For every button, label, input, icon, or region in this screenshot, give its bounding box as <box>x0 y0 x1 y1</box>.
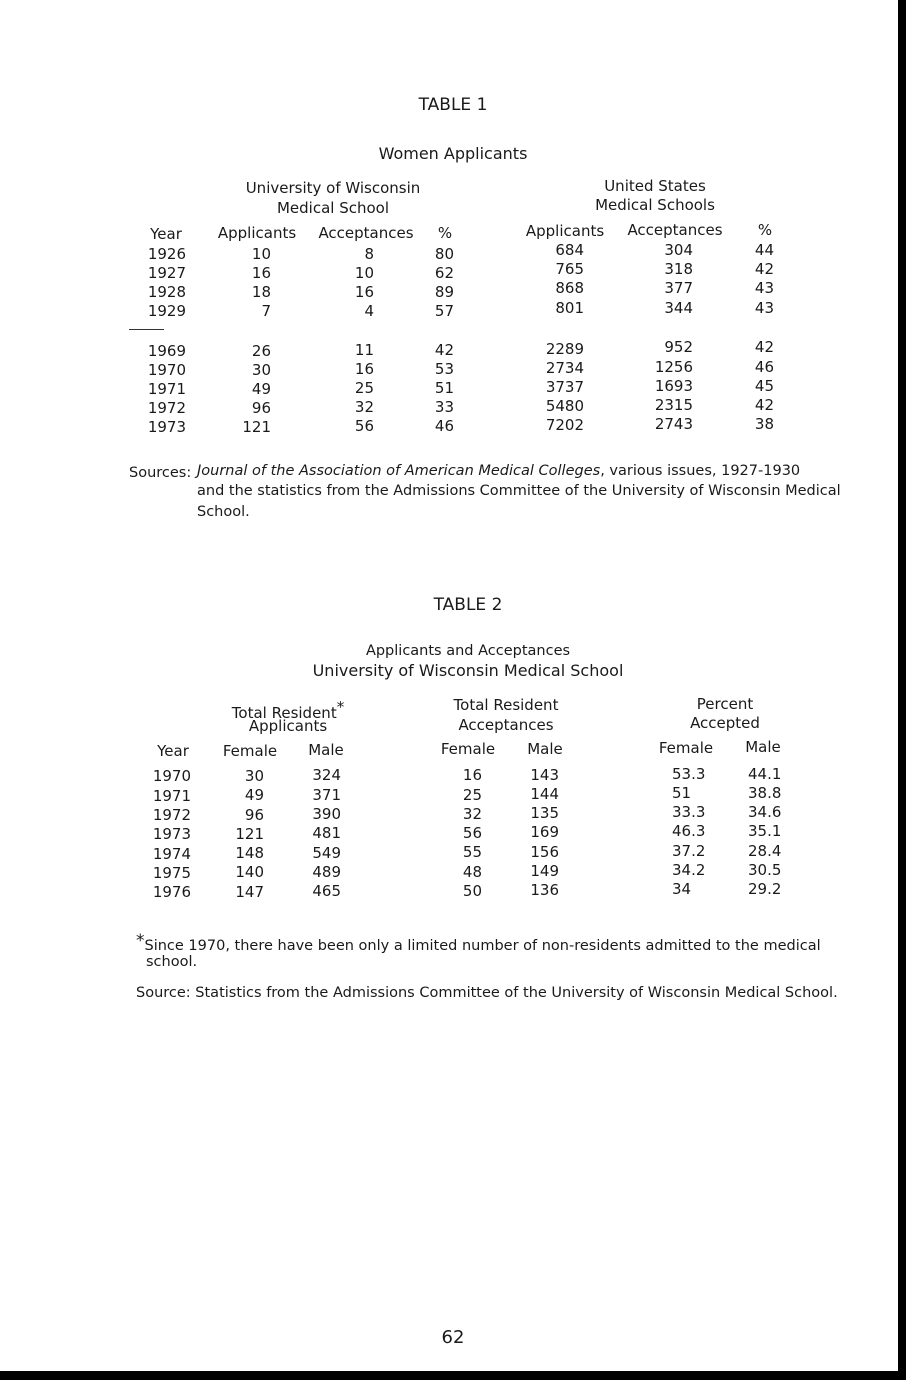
table2-cell: 140 <box>235 863 264 881</box>
page-number: 62 <box>441 1327 465 1348</box>
table1-cell: 57 <box>434 302 454 320</box>
table1-cell: 5480 <box>545 397 584 415</box>
table1-sources-line3: School. <box>197 504 250 520</box>
table2-cell: 1971 <box>152 787 191 805</box>
table1-cell: 344 <box>664 299 693 317</box>
table1-cell: 43 <box>754 299 774 317</box>
table1-cell: 45 <box>754 377 774 395</box>
table2-group-applicants-line2: Applicants <box>248 717 328 735</box>
table2-cell: 50 <box>462 882 482 900</box>
table1-cell: 30 <box>251 361 271 379</box>
table1-cell: 25 <box>354 379 374 397</box>
table1-cell: 42 <box>754 260 774 278</box>
table2-label: TABLE 2 <box>433 595 503 615</box>
table2-cell: 481 <box>312 824 341 842</box>
table1-cell: 1928 <box>147 283 186 301</box>
table1-cell: 4 <box>364 302 374 320</box>
table2-cell: 34.2 <box>672 861 706 879</box>
table1-cell: 1973 <box>147 418 186 436</box>
table1-title: Women Applicants <box>378 144 528 163</box>
table2-footnote-line1: *Since 1970, there have been only a limited number of non-residents admitted to the medical <box>136 931 821 954</box>
table1-cell: 1926 <box>147 245 186 263</box>
table2-cell: 34 <box>672 880 692 898</box>
table2-cell: 30.5 <box>748 861 782 879</box>
table1-cell: 7 <box>261 302 271 320</box>
table1-col-uw-acceptances: Acceptances <box>318 224 414 242</box>
table2-cell: 1972 <box>152 806 191 824</box>
table1-cell: 38 <box>754 415 774 433</box>
table2-col-pct-female: Female <box>658 739 714 757</box>
table2-cell: 1970 <box>152 767 191 785</box>
table2-cell: 51 <box>672 784 692 802</box>
table2-cell: 1976 <box>152 883 191 901</box>
table2-cell: 48 <box>462 863 482 881</box>
table1-cell: 51 <box>434 379 454 397</box>
table1-uw-group-line2: Medical School <box>276 199 390 217</box>
table1-cell: 868 <box>555 279 584 297</box>
table2-cell: 16 <box>462 766 482 784</box>
table2-cell: 34.6 <box>748 803 782 821</box>
table2-cell: 29.2 <box>748 880 782 898</box>
table1-cell: 3737 <box>545 378 584 396</box>
table1-cell: 1972 <box>147 399 186 417</box>
table2-cell: 149 <box>530 862 559 880</box>
table1-cell: 1970 <box>147 361 186 379</box>
table2-title1: Applicants and Acceptances <box>365 643 571 659</box>
table1-cell: 42 <box>754 396 774 414</box>
table2-cell: 28.4 <box>748 842 782 860</box>
table1-cell: 2315 <box>654 396 693 414</box>
table1-cell: 43 <box>754 279 774 297</box>
table1-cell: 11 <box>354 341 374 359</box>
table2-cell: 390 <box>312 805 341 823</box>
table1-cell: 16 <box>251 264 271 282</box>
table2-cell: 143 <box>530 766 559 784</box>
table1-uw-group-line1: University of Wisconsin <box>245 179 421 197</box>
table1-break-rule <box>129 329 164 330</box>
table1-cell: 16 <box>354 283 374 301</box>
table2-cell: 46.3 <box>672 822 706 840</box>
table2-group-percent-line2: Accepted <box>690 714 760 732</box>
table1-cell: 46 <box>434 417 454 435</box>
table1-cell: 33 <box>434 398 454 416</box>
table2-cell: 121 <box>235 825 264 843</box>
table1-cell: 801 <box>555 299 584 317</box>
table2-cell: 549 <box>312 844 341 862</box>
table2-col-acc-female: Female <box>440 740 496 758</box>
table2-cell: 136 <box>530 881 559 899</box>
table1-cell: 318 <box>664 260 693 278</box>
table1-sources-line2: and the statistics from the Admissions Committee of the University of Wisconsin Medical <box>197 483 841 499</box>
table1-col-uw-percent: % <box>437 224 453 242</box>
table1-cell: 44 <box>754 241 774 259</box>
table1-cell: 7202 <box>545 416 584 434</box>
table2-cell: 49 <box>244 786 264 804</box>
table1-cell: 26 <box>251 342 271 360</box>
table1-cell: 1927 <box>147 264 186 282</box>
table2-cell: 53.3 <box>672 765 706 783</box>
table1-col-us-percent: % <box>757 221 773 239</box>
asterisk-footnote-mark: * <box>336 698 345 716</box>
table2-cell: 30 <box>244 767 264 785</box>
table1-cell: 304 <box>664 241 693 259</box>
page-edge-bottom <box>0 1371 906 1380</box>
table2-cell: 135 <box>530 804 559 822</box>
table1-cell: 1971 <box>147 380 186 398</box>
table1-us-group-line2: Medical Schools <box>595 196 715 214</box>
table1-cell: 42 <box>754 338 774 356</box>
table2-col-acc-male: Male <box>527 740 563 758</box>
table2-col-app-female: Female <box>222 742 278 760</box>
table2-group-acceptances-line2: Acceptances <box>458 716 554 734</box>
table1-col-uw-applicants: Applicants <box>217 224 297 242</box>
table2-footnote-line2: school. <box>146 954 198 970</box>
table2-col-pct-male: Male <box>745 738 781 756</box>
table2-cell: 44.1 <box>748 765 782 783</box>
table2-cell: 96 <box>244 806 264 824</box>
table1-col-year: Year <box>150 225 182 243</box>
table1-cell: 18 <box>251 283 271 301</box>
table1-cell: 8 <box>364 245 374 263</box>
table2-cell: 37.2 <box>672 842 706 860</box>
table1-cell: 684 <box>555 241 584 259</box>
table2-group-applicants-line1: Total Resident* <box>231 698 345 722</box>
table1-cell: 89 <box>434 283 454 301</box>
table1-label: TABLE 1 <box>418 95 488 115</box>
footnote-asterisk: * <box>136 931 145 951</box>
table2-source-text: Statistics from the Admissions Committee of the University of Wisconsin Medical School. <box>195 985 838 1001</box>
table2-cell: 1974 <box>152 845 191 863</box>
page-edge-right <box>898 0 906 1380</box>
table2-cell: 1973 <box>152 825 191 843</box>
table1-cell: 32 <box>354 398 374 416</box>
table1-cell: 2289 <box>545 340 584 358</box>
table1-cell: 952 <box>664 338 693 356</box>
table1-cell: 765 <box>555 260 584 278</box>
table2-cell: 169 <box>530 823 559 841</box>
table1-cell: 56 <box>354 417 374 435</box>
table2-source <box>136 983 838 1003</box>
table2-group-acceptances-line1: Total Resident <box>453 696 559 714</box>
table2-cell: 465 <box>312 882 341 900</box>
table2-source-label: Source: <box>136 985 191 1001</box>
table1-sources-line1 <box>197 461 800 481</box>
table1-cell: 42 <box>434 341 454 359</box>
table1-cell: 1256 <box>654 358 693 376</box>
sources-line1-rest: , various issues, 1927-1930 <box>600 463 801 479</box>
table1-cell: 46 <box>754 358 774 376</box>
table2-cell: 32 <box>462 805 482 823</box>
table2-group-percent-line1: Percent <box>696 695 754 713</box>
table1-cell: 121 <box>242 418 271 436</box>
table2-cell: 1975 <box>152 864 191 882</box>
table2-cell: 55 <box>462 843 482 861</box>
table1-us-group-line1: United States <box>604 177 706 195</box>
table2-cell: 25 <box>462 786 482 804</box>
table1-cell: 53 <box>434 360 454 378</box>
table1-cell: 10 <box>251 245 271 263</box>
table2-cell: 489 <box>312 863 341 881</box>
table2-cell: 56 <box>462 824 482 842</box>
table2-cell: 38.8 <box>748 784 782 802</box>
table1-cell: 10 <box>354 264 374 282</box>
table2-cell: 35.1 <box>748 822 782 840</box>
table2-cell: 156 <box>530 843 559 861</box>
table1-cell: 49 <box>251 380 271 398</box>
table2-title2: University of Wisconsin Medical School <box>312 661 624 680</box>
table1-cell: 80 <box>434 245 454 263</box>
table2-col-app-male: Male <box>308 741 344 759</box>
table2-cell: 33.3 <box>672 803 706 821</box>
table1-col-us-acceptances: Acceptances <box>627 221 723 239</box>
journal-title: Journal of the Association of American Medical Colleges <box>197 463 601 479</box>
table2-cell: 371 <box>312 786 341 804</box>
table2-cell: 144 <box>530 785 559 803</box>
table1-cell: 1929 <box>147 302 186 320</box>
table1-cell: 1969 <box>147 342 186 360</box>
table1-cell: 377 <box>664 279 693 297</box>
table2-cell: 148 <box>235 844 264 862</box>
table1-sources-label: Sources: <box>129 465 192 481</box>
table1-cell: 1693 <box>654 377 693 395</box>
table1-cell: 2743 <box>654 415 693 433</box>
table2-cell: 324 <box>312 766 341 784</box>
table2-cell: 147 <box>235 883 264 901</box>
table1-cell: 96 <box>251 399 271 417</box>
table2-col-year: Year <box>157 742 189 760</box>
table1-cell: 2734 <box>545 359 584 377</box>
table1-cell: 16 <box>354 360 374 378</box>
table1-cell: 62 <box>434 264 454 282</box>
table1-col-us-applicants: Applicants <box>525 222 605 240</box>
